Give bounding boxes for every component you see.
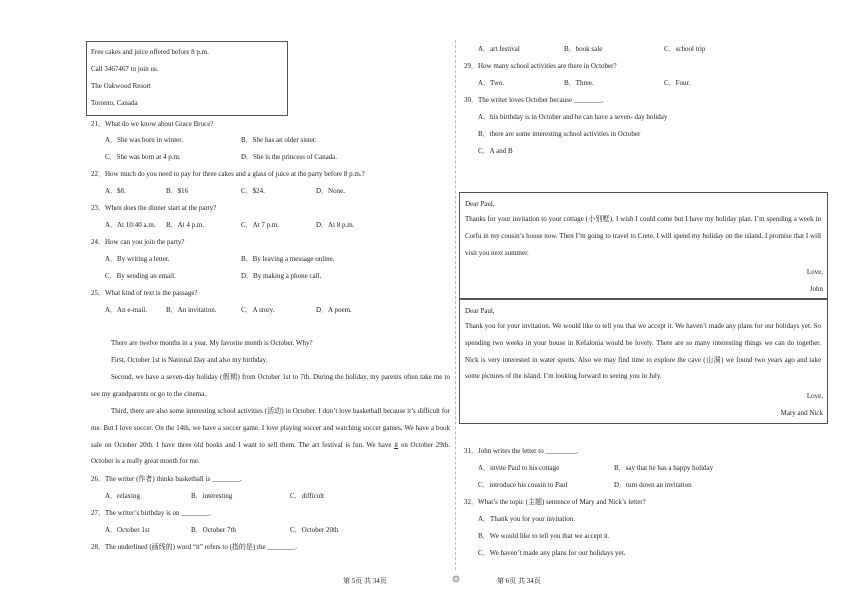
- option[interactable]: A．art festival: [478, 45, 520, 53]
- option[interactable]: A．By writing a letter.: [105, 255, 170, 263]
- letter-greeting: Dear Paul,: [465, 200, 495, 208]
- option[interactable]: C．A and B: [478, 147, 513, 155]
- passage-paragraph: Second, we have a seven-day holiday (假期) from October 1st to 7th. During the holiday, my parents often take me to see my grandparents or go to the cinema.: [91, 373, 450, 398]
- option[interactable]: D．turn down an invitation: [614, 481, 692, 489]
- option[interactable]: A．his birthday is in October and he can have a seven- day holiday: [478, 113, 668, 121]
- page-number-left: 第 5页 共 34页: [343, 577, 387, 585]
- option[interactable]: D．A poem.: [316, 306, 352, 314]
- passage-paragraph: Third, there are also some interesting school activities (活动) in October. I don’t love basketball because it’s difficult for me. But I love soccer. On the 14th, we have a soccer game. I love playing soccer and watching soccer games. We have a book sale on October 20th. I have three old books and I want to sell them. The art festival is fun. We have it on October 29th. October is a really great month for me.: [91, 407, 450, 466]
- option[interactable]: A．She was born in winter.: [105, 136, 183, 144]
- question-21: 21．What do we know about Grace Bruce?: [91, 120, 214, 128]
- option[interactable]: B．October 7th: [191, 526, 236, 534]
- underlined-word: it: [394, 440, 399, 449]
- option[interactable]: B．say that he has a happy holiday: [614, 464, 714, 472]
- page-number-right: 第 6页 共 34页: [497, 577, 541, 585]
- option[interactable]: B．there are some interesting school activities in October: [478, 130, 641, 138]
- passage-paragraph: There are twelve months in a year. My favorite month is October. Why?: [111, 339, 313, 347]
- option[interactable]: A．An e-mail.: [105, 306, 147, 314]
- letter-body: Thanks for your invitation to your cottage (小别墅). I wish I could come but I have my holiday plan. I’m spending a week in Corfu in my cousin’s house now. Then I’m going to travel to Crete. I will spend my holiday on the island. I promise that I will visit you next summer.: [465, 215, 821, 257]
- option[interactable]: D．She is the princess of Canada.: [241, 153, 338, 161]
- option[interactable]: C．At 7 p.m.: [241, 221, 280, 229]
- option[interactable]: B．We would like to tell you that we accept it.: [478, 532, 610, 540]
- option[interactable]: A．Thank you for your invitation.: [478, 515, 576, 523]
- option[interactable]: C．October 20th: [290, 526, 339, 534]
- option[interactable]: D．By making a phone call.: [241, 272, 322, 280]
- question-23: 23．When does the dinner start at the party?: [91, 204, 217, 212]
- option[interactable]: A．invite Paul to his cottage: [478, 464, 560, 472]
- question-25: 25．What kind of text is the passage?: [91, 289, 198, 297]
- option[interactable]: B．$16: [166, 187, 189, 195]
- question-30: 30．The writer loves October because ________.: [464, 96, 604, 104]
- question-26: 26．The writer (作者) thinks basketball is ________.: [91, 475, 242, 483]
- letter-body: Thank you for your invitation. We would like to tell you that we accept it. We haven’t made any plans for our holidays yet. So spending two weeks in your house in Kefalonia would be lovely. There are so many interesting things we can do together. Nick is very interested in water sports. Also we may find time to explore the cave (山洞) we found two years ago and take some pictures of the island. I’m looking forward to seeing you in July.: [465, 322, 821, 381]
- letter-signature: John: [809, 285, 823, 293]
- option[interactable]: B．She has an older sister.: [241, 136, 317, 144]
- option[interactable]: C．school trip: [664, 45, 706, 53]
- ad-line: Free cakes and juice offered before 8 p.m.: [91, 48, 209, 56]
- option[interactable]: B．Three.: [564, 79, 594, 87]
- question-28: 28．The underlined (画线的) word “it” refers to (指的是) the ________.: [91, 543, 298, 551]
- letter-signature: Mary and Nick: [780, 409, 823, 417]
- option[interactable]: A．At 10:40 a.m.: [105, 221, 156, 229]
- column-divider: [455, 40, 456, 570]
- option[interactable]: B．By leaving a message online.: [241, 255, 335, 263]
- option[interactable]: C．Four.: [664, 79, 691, 87]
- ad-line: The Oakwood Resort: [91, 82, 151, 90]
- option[interactable]: C．She was born at 4 p.m.: [105, 153, 181, 161]
- option[interactable]: D．At 8 p.m.: [316, 221, 355, 229]
- question-24: 24．How can you join the party?: [91, 238, 185, 246]
- option[interactable]: C．difficult: [290, 492, 325, 500]
- option[interactable]: B．An invitation.: [166, 306, 217, 314]
- option[interactable]: C．introduce his cousin to Paul: [478, 481, 568, 489]
- letter-closing: Love,: [806, 392, 823, 400]
- option[interactable]: C．We haven’t made any plans for our holidays yet.: [478, 549, 626, 557]
- passage-paragraph: First, October 1st is National Day and also my birthday.: [111, 356, 268, 364]
- option[interactable]: B．book sale: [564, 45, 603, 53]
- letter-closing: Love,: [806, 268, 823, 276]
- option[interactable]: A．October 1st: [105, 526, 150, 534]
- letter-greeting: Dear Paul,: [465, 307, 495, 315]
- option[interactable]: A．$8.: [105, 187, 126, 195]
- binding-circle-icon: [452, 575, 460, 583]
- option[interactable]: C．A story.: [241, 306, 275, 314]
- question-27: 27．The writer’s birthday is on ________.: [91, 509, 212, 517]
- option[interactable]: C．$24.: [241, 187, 265, 195]
- option[interactable]: D．None.: [316, 187, 345, 195]
- question-31: 31．John writes the letter to _________.: [464, 447, 579, 455]
- question-29: 29．How many school activities are there in October?: [464, 62, 617, 70]
- option[interactable]: B．interesting: [191, 492, 233, 500]
- ad-line: Toronto, Canada: [91, 99, 138, 107]
- option[interactable]: B．At 4 p.m.: [166, 221, 205, 229]
- option[interactable]: C．By sending an email.: [105, 272, 176, 280]
- ad-line: Call 3467467 to join us.: [91, 65, 159, 73]
- question-32: 32．What’s the topic (主题) sentence of Mary and Nick’s letter?: [464, 498, 646, 506]
- question-22: 22．How much do you need to pay for three cakes and a glass of juice at the party before 8 p.m.?: [91, 170, 365, 178]
- option[interactable]: A．relaxing: [105, 492, 140, 500]
- option[interactable]: A．Two.: [478, 79, 505, 87]
